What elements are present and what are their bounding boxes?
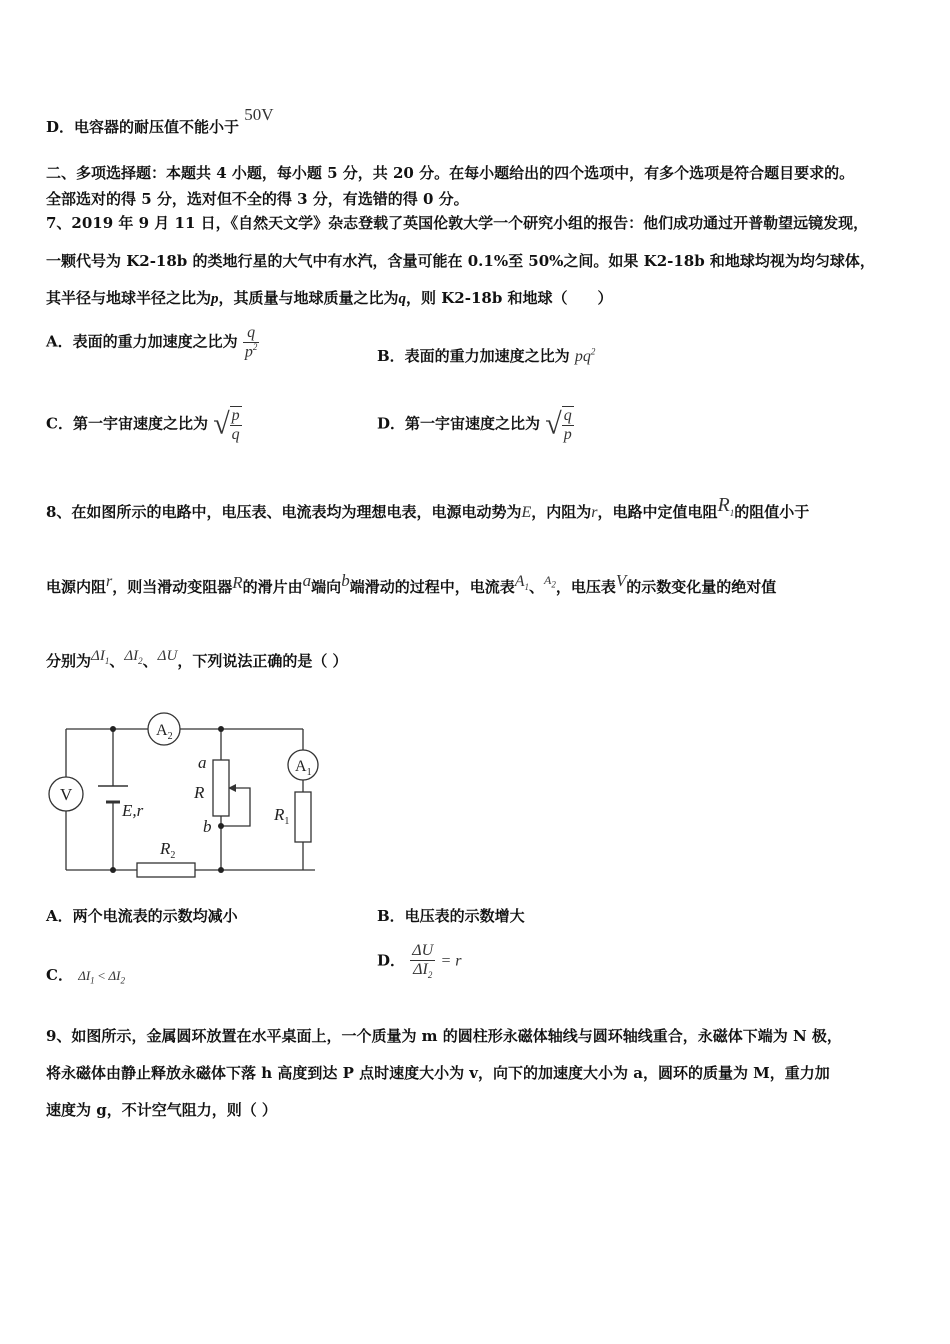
fraction-denominator: q <box>231 425 240 443</box>
q8-l2-d: 端向 <box>311 578 342 596</box>
circuit-diagram <box>40 708 340 883</box>
q7-option-d-text: D．第一宇宙速度之比为 <box>377 414 541 433</box>
q8-var-r2: r <box>106 573 113 590</box>
q8-l2-f: ，电压表 <box>555 578 616 596</box>
q7-line3-text-a: 其半径与地球半径之比为 <box>46 289 212 307</box>
q7-option-a-fraction <box>243 324 260 361</box>
q8-sep3: 、 <box>142 652 158 670</box>
label-A1-base: A <box>295 758 307 775</box>
junction-dot <box>110 726 116 732</box>
denominator-exponent: 2 <box>252 341 258 352</box>
q8-l1-b: ，内阻为 <box>531 503 592 521</box>
label-b: b <box>203 817 212 836</box>
c-lt: < <box>94 968 109 983</box>
sqrt-icon: √ $\frac{q}{p}$ <box>545 407 572 443</box>
q6-option-d[interactable] <box>46 105 274 137</box>
q9-line1: 9、如图所示，金属圆环放置在水平桌面上，一个质量为 m 的圆柱形永磁体轴线与圆环轴线重合，永磁体下端为 N 极， <box>46 1027 842 1045</box>
section2-line1: 二、多项选择题：本题共 4 小题，每小题 5 分，共 20 分。在每小题给出的四个选项中，有多个选项是符合题目要求的。 <box>46 164 855 182</box>
sqrt-icon: √ $\frac{p}{q}$ <box>213 407 240 443</box>
label-R: R <box>194 783 205 802</box>
label-R2 <box>159 839 175 861</box>
q8-l2-a: 电源内阻 <box>46 578 107 596</box>
q7-option-c[interactable] <box>46 406 242 443</box>
q7-option-b-expr <box>575 348 596 365</box>
A2-sub: 2 <box>551 579 556 590</box>
q8-var-V: V <box>615 571 627 590</box>
q7-line1: 7、2019 年 9 月 11 日，《自然天文学》杂志登载了英国伦敦大学一个研究小组的报告：他们成功通过开普勒望远镜发现， <box>46 214 869 232</box>
q8-var-a: a <box>302 571 312 590</box>
label-R1-base: R <box>274 805 285 824</box>
q8-option-c-text: C． <box>46 966 73 984</box>
q8-l3-b: ，下列说法正确的是（ ） <box>177 652 348 670</box>
q8-l1-d: 的阻值小于 <box>734 503 810 521</box>
c-sub1: 1 <box>90 975 95 986</box>
q8-option-c-expr <box>78 968 125 986</box>
R1-sub: 1 <box>729 508 735 518</box>
q7-var-p: p <box>211 291 219 307</box>
c-expr1: ΔI <box>78 968 91 983</box>
q8-l1-c: ，电路中定值电阻 <box>597 503 718 521</box>
junction-dot <box>218 823 224 829</box>
junction-dot <box>218 867 224 873</box>
junction-dot <box>110 867 116 873</box>
q8-var-r: r <box>591 504 598 521</box>
q6-option-d-text: D．电容器的耐压值不能小于 <box>46 118 240 136</box>
q7-option-b[interactable] <box>377 345 595 366</box>
label-R2-sub: 2 <box>170 850 176 861</box>
den-sub: 2 <box>427 969 433 980</box>
c-expr2: ΔI <box>108 968 121 983</box>
q8-option-b[interactable]: B．电压表的示数增大 <box>377 907 525 925</box>
q8-option-c[interactable] <box>46 964 125 986</box>
label-V: V <box>60 785 73 804</box>
q9-line3: 速度为 g，不计空气阻力，则（ ） <box>46 1101 277 1119</box>
A1-sub: 1 <box>524 582 529 593</box>
denominator-base: p <box>244 342 253 360</box>
resistor-R <box>213 760 229 816</box>
expr-exponent: 2 <box>590 346 596 357</box>
q8-line1 <box>46 494 810 524</box>
q8-var-dI1 <box>91 648 109 664</box>
label-a: a <box>198 753 207 772</box>
q7-var-q: q <box>398 291 407 307</box>
fraction-denominator <box>243 342 260 361</box>
den-base: ΔI <box>413 960 428 978</box>
q7-option-b-text: B．表面的重力加速度之比为 <box>377 347 570 365</box>
label-A1-sub: 1 <box>306 767 312 778</box>
label-R2-base: R <box>160 839 171 858</box>
q8-option-d-eq: = r <box>440 952 462 970</box>
q8-var-dU: ΔU <box>157 648 178 664</box>
q8-var-A2 <box>544 573 556 590</box>
q8-line2 <box>46 571 777 598</box>
section2-line2: 全部选对的得 5 分，选对但不全的得 3 分，有选错的得 0 分。 <box>46 190 469 208</box>
fraction-numerator: p <box>231 407 240 424</box>
q8-l2-c: 的滑片由 <box>242 578 303 596</box>
q7-line3 <box>46 287 613 308</box>
q7-line3-text-c: ，则 K2-18b 和地球（ ） <box>406 289 613 307</box>
q7-line2: 一颗代号为 K2-18b 的类地行星的大气中有水汽，含量可能在 0.1%至 50%之间。如果 K2-18b 和地球均视为均匀球体， <box>46 252 875 270</box>
label-A2-sub: 2 <box>167 731 173 742</box>
q8-option-a[interactable]: A．两个电流表的示数均减小 <box>46 907 238 925</box>
q8-l2-g: 的示数变化量的绝对值 <box>626 578 777 596</box>
dI1-base: ΔI <box>91 648 105 664</box>
fraction-numerator: q <box>247 324 256 341</box>
q6-option-d-value: 50V <box>244 105 274 124</box>
A1-base: A <box>514 573 525 590</box>
label-R1 <box>273 805 289 827</box>
q9-line2: 将永磁体由静止释放永磁体下落 h 高度到达 P 点时速度大小为 v，向下的加速度大小为 a，圆环的质量为 M，重力加 <box>46 1064 830 1082</box>
q7-line3-text-b: ，其质量与地球质量之比为 <box>218 289 399 307</box>
q8-l3-a: 分别为 <box>46 652 92 670</box>
junction-dot <box>218 726 224 732</box>
q8-option-d-text: D． <box>377 951 406 970</box>
q8-sep: 、 <box>528 578 544 596</box>
R1-base: R <box>717 494 730 516</box>
q8-var-A1 <box>514 573 529 593</box>
c-sub2: 2 <box>120 975 125 986</box>
dI2-sub: 2 <box>138 656 143 666</box>
resistor-R2 <box>137 863 195 877</box>
q7-option-a[interactable] <box>46 324 259 361</box>
q8-l2-b: ，则当滑动变阻器 <box>112 578 233 596</box>
q7-option-c-text: C．第一宇宙速度之比为 <box>46 414 208 433</box>
q7-option-d[interactable] <box>377 406 574 443</box>
A2-base: A <box>544 573 552 587</box>
fraction-numerator: q <box>563 407 572 424</box>
resistor-R1 <box>295 792 311 842</box>
q8-var-E: E <box>521 504 532 521</box>
label-Er: E,r <box>122 801 144 820</box>
dI1-sub: 1 <box>104 656 110 666</box>
q8-option-d[interactable] <box>377 942 461 981</box>
label-A2-base: A <box>156 722 168 739</box>
q8-var-R: R <box>232 573 243 592</box>
q8-var-b: b <box>341 571 350 590</box>
q8-var-R1 <box>718 494 735 516</box>
fraction-denominator: p <box>563 425 572 443</box>
q8-line3 <box>46 650 348 672</box>
q8-l2-e: 端滑动的过程中，电流表 <box>349 578 515 596</box>
q8-l1-a: 8、在如图所示的电路中，电压表、电流表均为理想电表，电源电动势为 <box>46 503 522 521</box>
q8-sep2: 、 <box>109 652 125 670</box>
q7-option-a-text: A．表面的重力加速度之比为 <box>46 332 238 351</box>
q8-option-d-fraction <box>410 942 435 981</box>
dI2-base: ΔI <box>124 648 139 664</box>
fraction-numerator: ΔU <box>412 942 434 959</box>
label-R1-sub: 1 <box>284 816 290 827</box>
expr-base: pq <box>574 348 591 365</box>
q8-var-dI2 <box>124 648 142 664</box>
fraction-denominator <box>410 960 435 981</box>
